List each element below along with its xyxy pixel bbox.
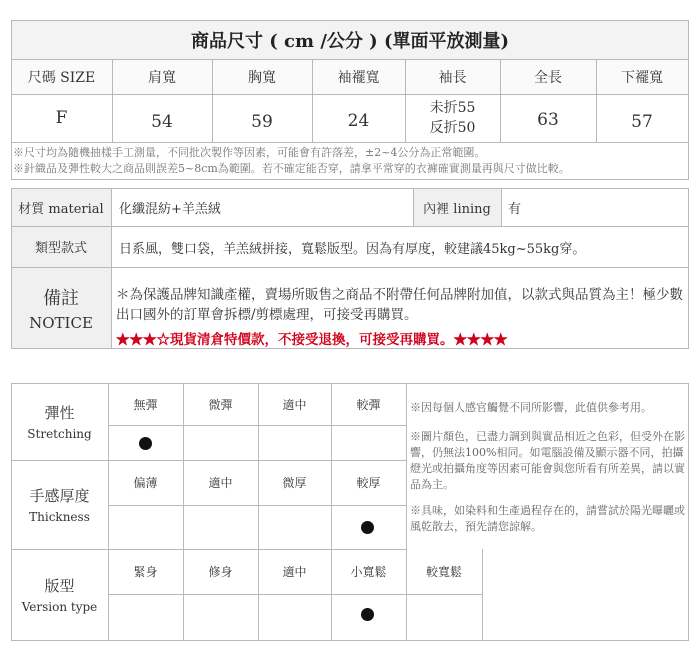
header-sleeve: 袖長 [438, 69, 467, 86]
elasticity-option-3: 較彈 [356, 397, 381, 412]
fit-label-cn: 版型 [44, 577, 75, 595]
material-label: 材質 material [18, 201, 104, 217]
style-value: 日系風，雙口袋，羊羔絨拼接，寬鬆版型。因為有厚度，較建議45kg~55kg穿。 [119, 242, 586, 257]
lining-value: 有 [508, 202, 522, 217]
thickness-option-1: 適中 [208, 476, 233, 490]
fit-option-1: 修身 [208, 565, 233, 579]
material-value: 化纖混紡+羊羔絨 [119, 202, 221, 217]
value-sleeve [405, 94, 500, 142]
value-size: F [55, 108, 68, 128]
elasticity-label-cn: 彈性 [44, 404, 75, 422]
fit-selected-dot [361, 608, 374, 621]
value-hem: 57 [631, 112, 653, 132]
thickness-label-en: Thickness [29, 510, 90, 524]
lining-label: 內裡 lining [423, 201, 491, 217]
size-table-title: 商品尺寸 ( cm /公分 ) (單面平放測量) [191, 30, 509, 52]
fit-option-4: 較寬鬆 [425, 565, 462, 579]
thickness-option-2: 微厚 [282, 476, 307, 490]
elasticity-label [11, 383, 108, 460]
fit-option-3: 小寬鬆 [350, 565, 387, 579]
elasticity-option-1: 微彈 [208, 397, 233, 412]
fit-option-2: 適中 [282, 565, 307, 579]
side-note-3: ※具味，如染料和生產過程存在的，請嘗試於陽光曝曬或風乾散去，預先請您諒解。 [410, 504, 685, 533]
value-length: 63 [537, 110, 559, 130]
header-chest: 胸寬 [248, 69, 276, 86]
fit-label-en: Version type [21, 600, 98, 614]
thickness-label [11, 460, 108, 549]
sleeve-unfolded: 未折55 [429, 100, 476, 116]
header-hem: 下襬寬 [621, 69, 663, 86]
notice-label-cn: 備註 [43, 287, 79, 309]
thickness-selected-dot [361, 521, 374, 534]
side-note-2: ※圖片顏色，已盡力調到與實品相近之色彩，但受外在影響，仍無法100%相同。如電腦設備及顯示器不同，拍攝燈光或拍攝角度等因素可能會與您所看有所差異，請以實品為主。 [410, 430, 685, 491]
elasticity-option-2: 適中 [282, 397, 307, 412]
elasticity-option-0: 無彈 [133, 397, 158, 412]
thickness-option-3: 較厚 [356, 476, 381, 490]
value-cuff: 24 [347, 111, 370, 131]
notice-text: ＊為保護品牌知識產權，賣場所販售之商品不附帶任何品牌附加值，以款式與品質為主！極少數出口國外的訂單會拆標/剪標處理，可接受再購買。 [116, 287, 683, 323]
side-note-1: ※因每個人感官觸覺不同所影響，此值供參考用。 [410, 401, 652, 414]
header-cuff: 袖襬寬 [337, 69, 380, 86]
thickness-label-cn: 手感厚度 [29, 487, 90, 505]
header-length: 全長 [534, 69, 562, 86]
fit-label [11, 549, 108, 640]
header-shoulder: 肩寬 [148, 69, 176, 86]
notice-label [11, 267, 111, 348]
size-note-1: ※尺寸均為隨機抽樣手工測量，不同批次製作等因素，可能會有許落差，±2~4公分為正常範圍。 [13, 146, 486, 159]
size-note-2: ※針織品及彈性較大之商品則誤差5~8cm為範圍。若不確定能否穿，請拿平常穿的衣褲確實測量再與尺寸做比較。 [13, 162, 570, 175]
elasticity-selected-dot [139, 437, 152, 450]
sleeve-folded: 反折50 [429, 120, 476, 136]
value-shoulder: 54 [151, 112, 173, 132]
value-chest: 59 [251, 112, 273, 132]
header-size: 尺碼 SIZE [27, 69, 96, 86]
thickness-option-0: 偏薄 [133, 476, 158, 490]
notice-label-en: NOTICE [29, 313, 93, 332]
elasticity-label-en: Stretching [27, 427, 92, 441]
notice-warning: ★★★☆現貨清倉特價款，不接受退換，可接受再購買。★★★★ [116, 332, 508, 348]
fit-option-0: 緊身 [133, 565, 158, 579]
style-label: 類型款式 [34, 241, 87, 256]
